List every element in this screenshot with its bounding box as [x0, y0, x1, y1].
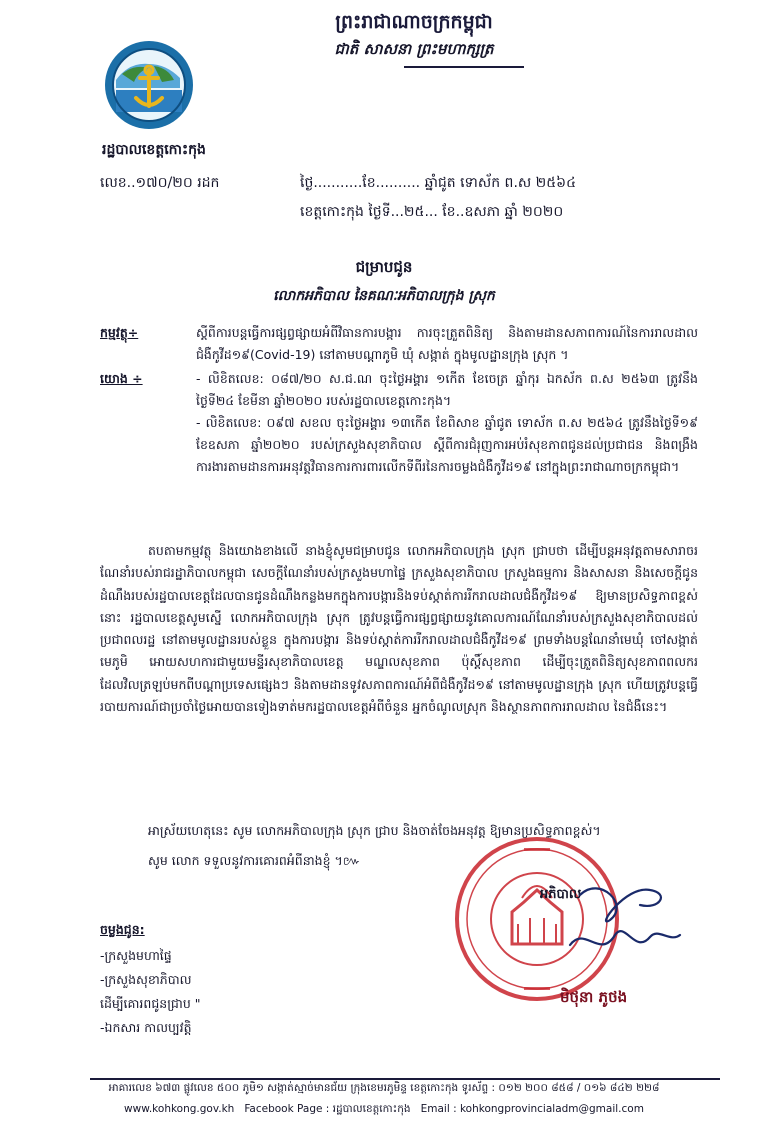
motto-divider — [404, 66, 524, 68]
national-motto: ជាតិ សាសនា ព្រះមហាក្សត្រ — [334, 40, 494, 58]
cc-item: ដើម្បីគោរពជូនជ្រាប " — [100, 996, 201, 1011]
letter-recipient: លោកអភិបាល នៃគណៈអភិបាលក្រុង ស្រុក — [273, 288, 495, 304]
cc-title: ចម្លងជូន: — [100, 922, 145, 937]
footer-contacts — [0, 1103, 768, 1118]
subject-block — [100, 322, 698, 366]
reference-block — [100, 368, 698, 478]
cc-item: -ក្រសួងមហាផ្ទៃ — [100, 948, 172, 963]
reference-item: - លិខិតលេខ: ០៩៧ សខល ចុះថ្ងៃអង្គារ ១៣កេីត ខែពិសាខ ឆ្នាំជូត ទោស័ក ព.ស ២៥៦៤ ត្រូវនឹងថ្ងៃទី១៩ ខែឧសភា ឆ្នាំ២០២០ របស់ក្រសួងសុខាភិបាល ស្ដីពីការជំរុញការអប់រំសុខភាពជូនដល់ប្រជាជន និងពង្រឹងការងារតាមដានការអនុវត្តវិធានការការពារលេីកទីពីរនៃការចម្លងជំងឺកូវីដ១៩ នៅក្នុងព្រះរាជាណាចក្រកម្ពុជា។ — [196, 415, 698, 474]
body-paragraph: អាស្រ័យហេតុនេះ សូម លោកអភិបាលក្រុង ស្រុក ជ្រាប និងចាត់ចែងអនុវត្ត ឱ្យមានប្រសិទ្ធភាពខ្ពស់។ — [148, 823, 601, 838]
signature-title: អភិបាល — [540, 887, 582, 902]
cc-item: -ក្រសួងសុខាភិបាល — [100, 972, 192, 987]
lunar-date: ថ្ងៃ...........ខែ.......... ឆ្នាំជូត ទោស័ក ព.ស ២៥៦៤ — [300, 175, 577, 191]
letter-heading: ជម្រាបជូន — [355, 258, 413, 276]
handwritten-signature — [540, 865, 690, 975]
footer-email: Email : kohkongprovincialadm@gmail.com — [420, 1103, 644, 1115]
reference-item: - លិខិតលេខ: ០៨៧/២០ ស.ជ.ណ ចុះថ្ងៃអង្គារ ១កើត ខែចេត្រ ឆ្នាំកុរ ឯកស័ក ព.ស ២៥៦៣ ត្រូវនឹងថ្ងៃទី២៤ ខែមីនា ឆ្នាំ២០២០ របស់រដ្ឋបាលខេត្តកោះកុង។ — [196, 371, 698, 408]
footer-divider — [90, 1078, 720, 1080]
kingdom-title: ព្រះរាជាណាចក្រកម្ពុជា — [335, 11, 493, 33]
footer-facebook: Facebook Page : រដ្ឋបាលខេត្តកោះកុង — [244, 1103, 411, 1115]
footer-website: www.kohkong.gov.kh — [124, 1103, 235, 1115]
body-paragraph: តបតាមកម្មវត្ថុ និងយោងខាងលើ នាងខ្ញុំសូមជម្រាបជូន លោកអភិបាលក្រុង ស្រុក ជ្រាបថា ដើម្បីបន្តអនុវត្តតាមសារាចរណែនាំរបស់រាជរដ្ឋាភិបាលកម្ពុជា សេចក្តីណែនាំរបស់ក្រសួងមហាផ្ទៃ ក្រសួងសុខាភិបាល ក្រសួងធម្មការ និងសាសនា និងសេចក្តីជូនដំណឹងរបស់រដ្ឋបាលខេត្តដែលបានជូនដំណឹងកន្លងមកក្នុងការបង្ការនិងទប់ស្កាត់ការរីករាលដាលជំងឺកូវីដ១៩ ឱ្យមានប្រសិទ្ធភាពខ្ពស់នោះ រដ្ឋបាលខេត្តសូមស្នើ លោកអភិបាលក្រុង ស្រុក ត្រូវបន្តធ្វើការផ្សព្វផ្សាយនូវគោលការណ៍ណែនាំរបស់ក្រសួងសុខាភិបាលដល់ប្រជាពលរដ្ឋ នៅតាមមូលដ្ឋានរបស់ខ្លួន ក្នុងការបង្ការ និងទប់ស្កាត់ការរីករាលដាលជំងឺកូវីដ១៩ ព្រមទាំងបន្តណែនាំមេឃុំ ចៅសង្កាត់ មេភូមិ អោយសហការជាមួយមន្ទីរសុខាភិបាលខេត្ត មណ្ឌលសុខភាព ប៉ុស្តិ៍សុខភាព ដើម្បីចុះត្រួតពិនិត្យសុខភាពពលករដែលវិលត្រឡប់មកពីបណ្តាប្រទេសផ្សេងៗ និងតាមដានទូវសភាពការណ៍អំពីជំងឺកូវីដ១៩ នៅតាមមូលដ្ឋានក្រុង ស្រុក ហើយត្រូវបន្តធ្វើរបាយការណ៍ជាប្រចាំថ្ងៃអោយបានទៀងទាត់មករដ្ឋបាលខេត្តអំពីចំនួន អ្នកចំណូលស្រុក និងស្ថានភាពការរាលដាល នៃជំងឺនេះ។ — [100, 543, 698, 715]
closing-paragraph: សូម លោក ទទួលនូវការគោរពអំពីនាងខ្ញុំ ។៚ — [148, 853, 361, 868]
subject-label: កម្មវត្ថុ÷ — [100, 325, 139, 340]
solar-date: ខេត្តកោះកុង ថ្ងៃទី...២៥... ខែ..ឧសភា ឆ្នាំ ២០២០ — [300, 204, 564, 220]
footer-address: អាគារលេខ ៦៧៣ ផ្លូវលេខ ៥០០ ភូមិ១ សង្កាត់ស្មាច់មានជ័យ ក្រុងខេមរភូមិន្ទ ខេត្តកោះកុង ទូរស័ព្ទ : ០១២ ២០០ ៨៥៨ / ០១៦ ៨៤២ ២២៨ — [108, 1082, 660, 1094]
cc-item: -ឯកសារ កាលប្បវត្តិ — [100, 1020, 192, 1035]
office-name: រដ្ឋបាលខេត្តកោះកុង — [102, 142, 206, 158]
reference-number: លេខ..១៧០/២០ រដក — [100, 175, 220, 191]
subject-text: ស្ដីពីការបន្តធ្វើការផ្សព្វផ្សាយអំពីវិធានការបង្ការ ការចុះត្រួតពិនិត្យ និងតាមដានសភាពការណ៍នៃការរាលដាលជំងឺកូវីដ១៩(Covid-19) នៅតាមបណ្តាភូមិ ឃុំ សង្កាត់ ក្នុងមូលដ្ឋានក្រុង ស្រុក ។ — [196, 325, 698, 362]
signatory-name: មិថុនា ភូថង — [560, 988, 628, 1006]
reference-label: យោង ÷ — [100, 371, 143, 386]
